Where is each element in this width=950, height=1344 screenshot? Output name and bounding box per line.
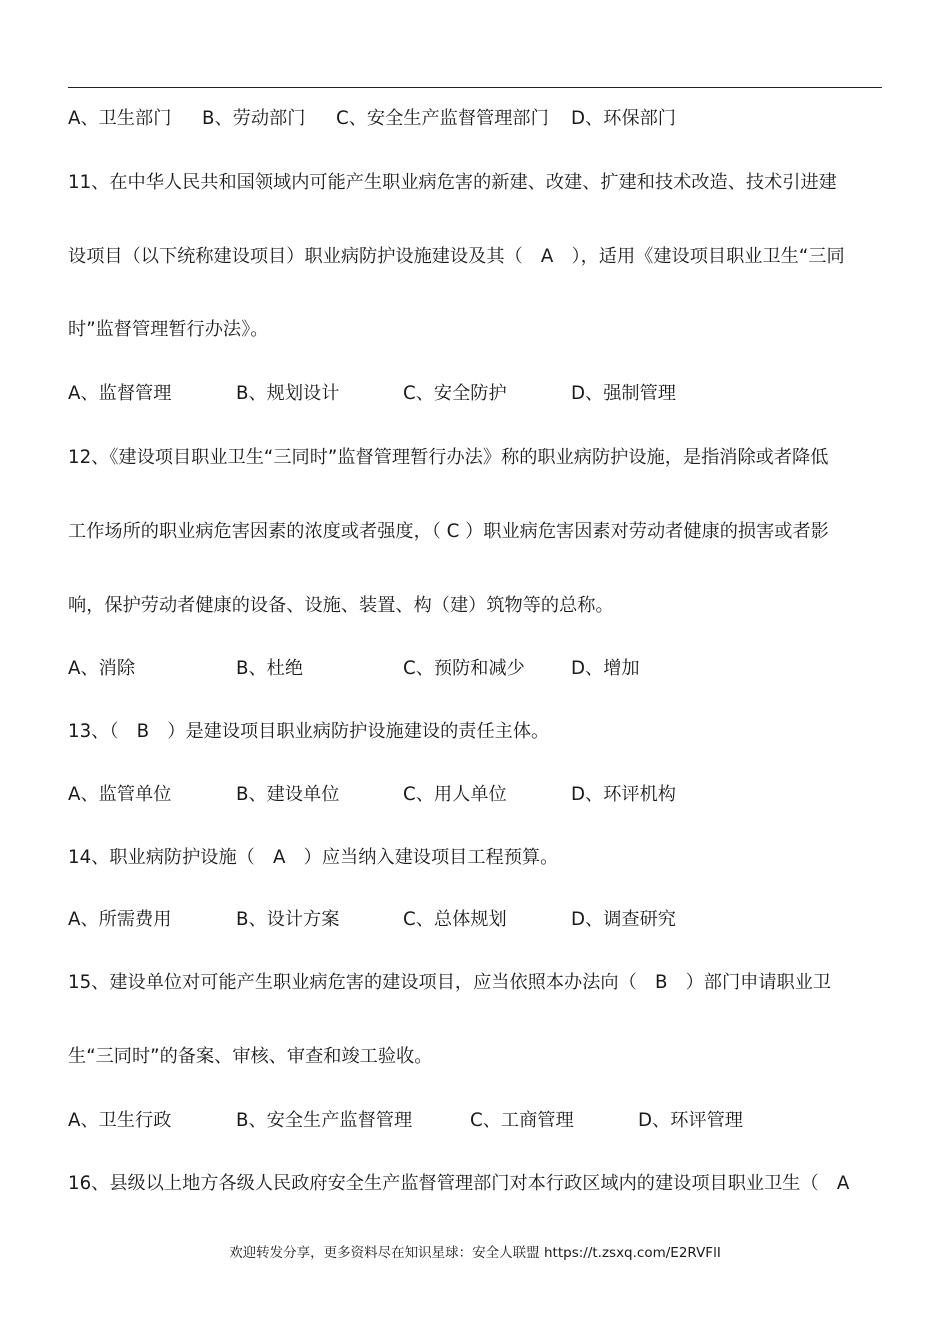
q12-option-b: B、杜绝 xyxy=(236,658,304,679)
header-rule xyxy=(68,87,882,88)
q13-option-b: B、建设单位 xyxy=(236,784,340,805)
q13-option-d: D、环评机构 xyxy=(571,784,676,805)
q11-option-b: B、规划设计 xyxy=(236,383,340,404)
q15-option-d: D、环评管理 xyxy=(638,1110,743,1131)
q10-option-a: A、卫生部门 xyxy=(68,108,172,129)
q11-text-line-2: 设项目（以下统称建设项目）职业病防护设施建设及其（ A ），适用《建设项目职业卫生“三同 xyxy=(68,246,845,267)
page-footer: 欢迎转发分享，更多资料尽在知识星球：安全人联盟 https://t.zsxq.com/E2RVFlI xyxy=(229,1245,721,1261)
q11-option-c: C、安全防护 xyxy=(403,383,507,404)
q11-option-a: A、监督管理 xyxy=(68,383,172,404)
q14-option-c: C、总体规划 xyxy=(403,909,507,930)
q14-option-d: D、调查研究 xyxy=(571,909,676,930)
q14-text-line-1: 14、职业病防护设施（ A ）应当纳入建设项目工程预算。 xyxy=(68,847,559,868)
q11-text-line-3: 时”监督管理暂行办法》。 xyxy=(68,319,269,340)
q16-text-line-1: 16、县级以上地方各级人民政府安全生产监督管理部门对本行政区域内的建设项目职业卫生（ A xyxy=(68,1173,850,1194)
q15-option-b: B、安全生产监督管理 xyxy=(236,1110,413,1131)
q12-option-a: A、消除 xyxy=(68,658,136,679)
q15-text-line-1: 15、建设单位对可能产生职业病危害的建设项目，应当依照本办法向（ B ）部门申请职业卫 xyxy=(68,972,832,993)
q15-option-c: C、工商管理 xyxy=(470,1110,574,1131)
q13-option-a: A、监管单位 xyxy=(68,784,172,805)
q10-option-c: C、安全生产监督管理部门 xyxy=(336,108,549,129)
q14-option-a: A、所需费用 xyxy=(68,909,172,930)
q12-text-line-1: 12、《建设项目职业卫生“三同时”监督管理暂行办法》称的职业病防护设施，是指消除或者降低 xyxy=(68,447,829,468)
q10-option-b: B、劳动部门 xyxy=(202,108,306,129)
q14-option-b: B、设计方案 xyxy=(236,909,340,930)
q12-text-line-3: 响，保护劳动者健康的设备、设施、装置、构（建）筑物等的总称。 xyxy=(68,595,614,616)
q13-option-c: C、用人单位 xyxy=(403,784,507,805)
q11-option-d: D、强制管理 xyxy=(571,383,676,404)
q12-text-line-2: 工作场所的职业病危害因素的浓度或者强度，（ C ）职业病危害因素对劳动者健康的损害或者影 xyxy=(68,521,829,542)
q10-option-d: D、环保部门 xyxy=(571,108,676,129)
q15-option-a: A、卫生行政 xyxy=(68,1110,172,1131)
q12-option-c: C、预防和减少 xyxy=(403,658,525,679)
q13-text-line-1: 13、（ B ）是建设项目职业病防护设施建设的责任主体。 xyxy=(68,721,550,742)
q12-option-d: D、增加 xyxy=(571,658,640,679)
q15-text-line-2: 生“三同时”的备案、审核、审查和竣工验收。 xyxy=(68,1046,433,1067)
q11-text-line-1: 11、在中华人民共和国领域内可能产生职业病危害的新建、改建、扩建和技术改造、技术引进建 xyxy=(68,172,837,193)
